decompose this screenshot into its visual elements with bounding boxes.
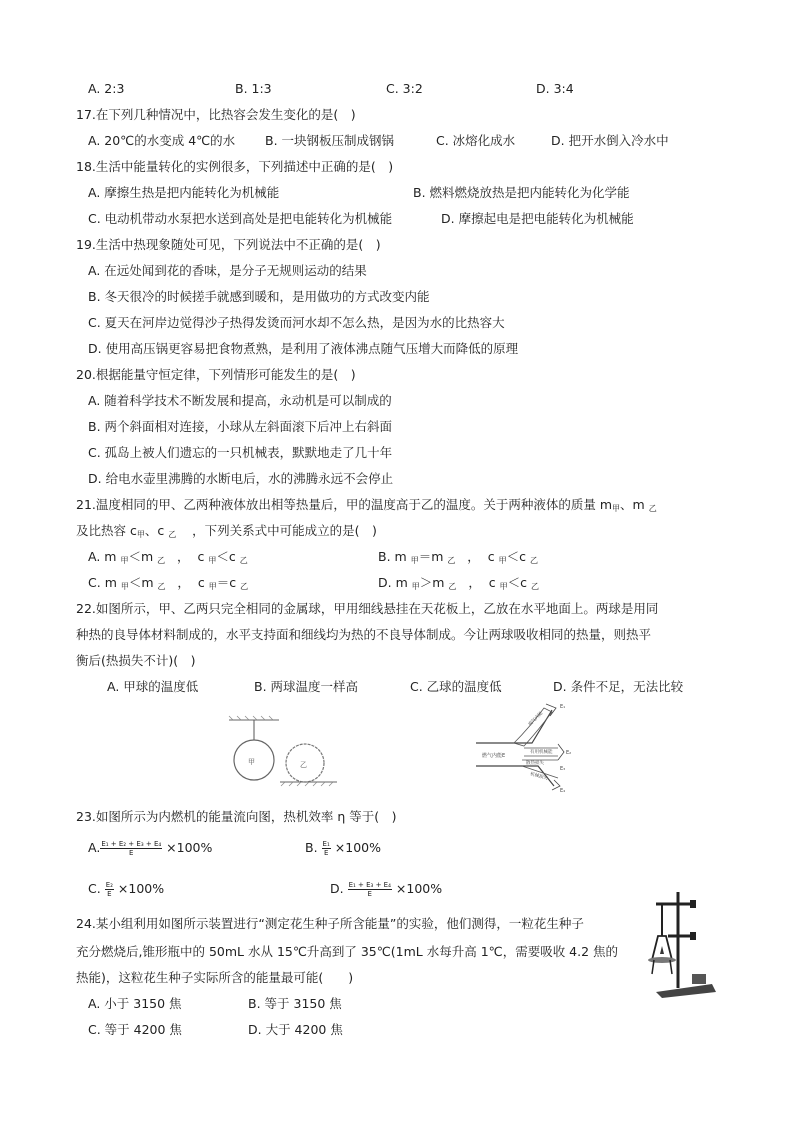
q17-option-c: C. 冰熔化成水 — [436, 133, 516, 148]
branch-exhaust: 废气内能 — [527, 711, 545, 728]
q21-option-b: B. m $_甲$＝m $_乙$ ， c $_甲$＜c $_乙$ — [378, 549, 538, 565]
output-e3: E₃ — [560, 766, 566, 772]
q24-option-a: A. 小于 3150 焦 — [88, 996, 182, 1011]
q22-stem-line3: 衡后(热损失不计)( ) — [76, 653, 196, 668]
q17-option-b: B. 一块钢板压制成钢锅 — [265, 133, 395, 148]
branch-useful: 有用机械能 — [530, 750, 553, 755]
q20-stem: 20.根据能量守恒定律，下列情形可能发生的是( ) — [76, 367, 356, 382]
q22-option-b: B. 两球温度一样高 — [254, 679, 359, 694]
output-e2: E₂ — [566, 750, 572, 756]
q16-option-b: B. 1:3 — [235, 81, 272, 96]
q24-option-d: D. 大于 4200 焦 — [248, 1022, 343, 1037]
q16-option-c: C. 3:2 — [386, 81, 423, 96]
q23-option-b: B. $\frac{\text{E₁}}{E}$ ×100% — [305, 840, 381, 857]
ball-yi-label: 乙 — [300, 761, 307, 769]
q20-option-c: C. 孤岛上被人们遗忘的一只机械表，默默地走了几十年 — [88, 445, 393, 460]
energy-source-label: 燃气内能E — [482, 753, 506, 759]
q20-option-b: B. 两个斜面相对连接，小球从左斜面滚下后冲上右斜面 — [88, 419, 393, 434]
q17-option-d: D. 把开水倒入冷水中 — [551, 133, 669, 148]
q24-stem-line1: 24.某小组利用如图所示装置进行“测定花生种子所含能量”的实验，他们测得，一粒花生种子 — [76, 916, 584, 931]
q23-option-a: A. $\frac{\text{E₁ + E₂ + E₃ + E₄}}{E}$ ×100% — [88, 840, 213, 857]
q16-option-d: D. 3:4 — [536, 81, 574, 96]
q19-stem: 19.生活中热现象随处可见，下列说法中不正确的是( ) — [76, 237, 381, 252]
q21-option-d: D. m $_甲$＞m $_乙$ ， c $_甲$＜c $_乙$ — [378, 575, 540, 591]
q20-option-a: A. 随着科学技术不断发展和提高，永动机是可以制成的 — [88, 393, 392, 408]
q23-option-c: C. $\frac{\text{E₂}}{E}$ ×100% — [88, 881, 165, 898]
q21-stem-line1: 21.温度相同的甲、乙两种液体放出相等热量后，甲的温度高于乙的温度。关于两种液体的质量 $m_甲$、m $_乙$ — [76, 497, 657, 513]
ball-jia-label: 甲 — [248, 758, 255, 766]
q21-stem-line2: 及比热容 $c_甲$、c $_乙$ ，下列关系式中可能成立的是( ) — [76, 523, 377, 539]
q19-option-b: B. 冬天很冷的时候搓手就感到暖和，是用做功的方式改变内能 — [88, 289, 430, 304]
q24-option-c: C. 等于 4200 焦 — [88, 1022, 182, 1037]
q17-option-a: A. 20℃的水变成 4℃的水 — [88, 133, 236, 148]
q22-option-c: C. 乙球的温度低 — [410, 679, 502, 694]
q24-option-b: B. 等于 3150 焦 — [248, 996, 342, 1011]
q16-option-a: A. 2:3 — [88, 81, 125, 96]
q21-option-c: C. m $_甲$＜m $_乙$ ， c $_甲$＝c $_乙$ — [88, 575, 249, 591]
output-e1: E₁ — [560, 704, 566, 710]
q20-option-d: D. 给电水壶里沸腾的水断电后，水的沸腾永远不会停止 — [88, 471, 394, 486]
q23-stem: 23.如图所示为内燃机的能量流向图，热机效率 η 等于( ) — [76, 809, 397, 824]
output-e4: E₄ — [560, 788, 566, 794]
q22-balls-figure — [225, 715, 345, 790]
q19-option-a: A. 在远处闻到花的香味，是分子无规则运动的结果 — [88, 263, 367, 278]
q22-stem-line2: 种热的良导体材料制成的，水平支持面和细线均为热的不良导体制成。今让两球吸收相同的热量，则热平 — [76, 627, 652, 642]
q18-option-c: C. 电动机带动水泵把水送到高处是把电能转化为机械能 — [88, 211, 393, 226]
branch-mech-loss: 机械损失 — [529, 772, 549, 782]
q19-option-d: D. 使用高压锅更容易把食物煮熟，是利用了液体沸点随气压增大而降低的原理 — [88, 341, 519, 356]
q24-stem-line2: 充分燃烧后,锥形瓶中的 50mL 水从 15℃升高到了 35℃(1mL 水每升高 1℃，需要吸收 4.2 焦的 — [76, 944, 619, 959]
energy-flow-diagram — [474, 698, 584, 798]
q17-stem: 17.在下列几种情况中，比热容会发生变化的是( ) — [76, 107, 356, 122]
q18-option-a: A. 摩擦生热是把内能转化为机械能 — [88, 185, 280, 200]
q22-stem-line1: 22.如图所示，甲、乙两只完全相同的金属球，甲用细线悬挂在天花板上，乙放在水平地面上。两球是用同 — [76, 601, 659, 616]
q18-option-d: D. 摩擦起电是把电能转化为机械能 — [441, 211, 634, 226]
q24-apparatus-figure — [632, 888, 722, 1000]
q18-option-b: B. 燃料燃烧放热是把内能转化为化学能 — [413, 185, 630, 200]
q23-option-d: D. $\frac{\text{E₁ + E₃ + E₄}}{E}$ ×100% — [330, 881, 443, 898]
q22-option-a: A. 甲球的温度低 — [107, 679, 199, 694]
q22-option-d: D. 条件不足，无法比较 — [553, 679, 684, 694]
branch-heat-loss: 散热损失 — [526, 761, 544, 766]
q24-stem-line3: 热能)，这粒花生种子实际所含的能量最可能( ) — [76, 970, 354, 985]
q19-option-c: C. 夏天在河岸边觉得沙子热得发烫而河水却不怎么热，是因为水的比热容大 — [88, 315, 505, 330]
q21-option-a: A. m $_甲$＜m $_乙$ ， c $_甲$＜c $_乙$ — [88, 549, 248, 565]
q18-stem: 18.生活中能量转化的实例很多，下列描述中正确的是( ) — [76, 159, 394, 174]
